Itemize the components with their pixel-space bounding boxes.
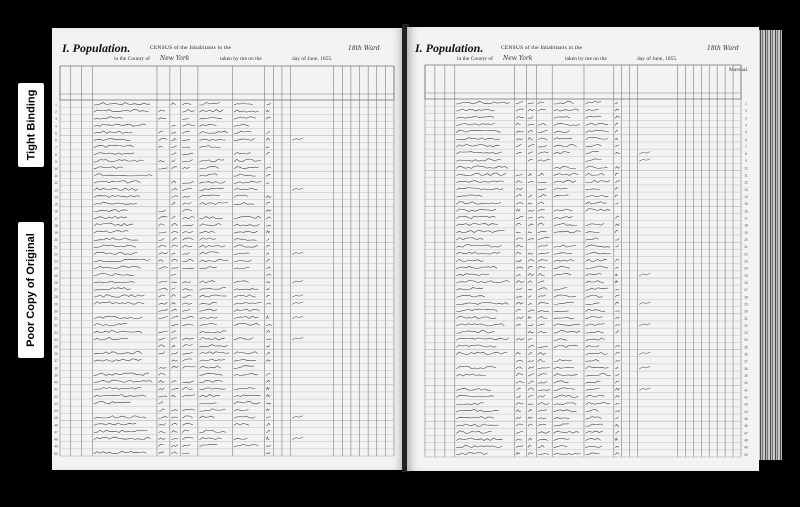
left-date-suffix: day of June, 1855.: [292, 56, 333, 62]
row-number: 16: [744, 209, 748, 214]
row-number: 1: [55, 102, 57, 107]
left-county-value: New York: [160, 55, 190, 62]
row-number: 22: [54, 252, 58, 257]
row-number: 43: [744, 402, 748, 407]
row-number: 2: [55, 110, 57, 115]
row-number: 20: [744, 238, 748, 242]
row-number: 37: [54, 359, 58, 364]
row-number: 39: [54, 373, 58, 378]
row-number: 46: [54, 423, 58, 428]
right-marshal-label: Marshal.: [729, 67, 749, 73]
row-number: 28: [744, 295, 748, 300]
row-number: 35: [54, 345, 58, 349]
row-number: 3: [745, 116, 747, 121]
row-number: 41: [54, 387, 58, 392]
row-number: 7: [55, 145, 57, 150]
row-number: 27: [744, 288, 748, 293]
left-page: [52, 28, 404, 470]
row-number: 30: [54, 309, 58, 314]
row-number: 20: [54, 238, 58, 243]
row-number: 1: [745, 101, 747, 106]
row-number: 4: [745, 123, 747, 128]
row-number: 49: [744, 445, 748, 450]
row-number: 43: [54, 401, 58, 406]
row-number: 13: [744, 187, 748, 192]
left-date-label: taken by me on the: [220, 56, 262, 62]
row-number: 6: [745, 137, 747, 142]
tight-binding-tab: [18, 83, 44, 167]
row-number: 42: [744, 395, 748, 400]
row-number: 36: [54, 352, 58, 357]
poor-copy-label: Poor Copy of Original: [25, 233, 38, 347]
row-number: 2: [745, 109, 747, 114]
row-number: 31: [744, 316, 748, 321]
row-number: 31: [54, 316, 58, 321]
row-number: 13: [54, 188, 58, 193]
left-census-grid: [52, 28, 404, 470]
row-number: 32: [744, 323, 748, 328]
row-number: 26: [744, 280, 748, 285]
row-number: 4: [55, 124, 57, 129]
row-number: 23: [54, 259, 58, 264]
row-number: 44: [54, 409, 58, 414]
right-county-label: in the County of: [457, 56, 493, 62]
row-number: 5: [745, 130, 747, 135]
row-number: 7: [745, 144, 747, 149]
left-page-title: I. Population.: [62, 41, 131, 55]
row-number: 34: [744, 338, 748, 343]
row-number: 39: [744, 374, 748, 379]
row-number: 33: [54, 330, 58, 335]
row-number: 40: [744, 381, 748, 386]
row-number: 12: [744, 180, 748, 185]
book-edge: [756, 30, 782, 460]
row-number: 42: [54, 394, 58, 399]
row-number: 49: [54, 444, 58, 449]
row-number: 30: [744, 309, 748, 314]
row-number: 19: [744, 230, 748, 235]
row-number: 21: [54, 245, 58, 250]
tight-binding-label: Tight Binding: [25, 89, 38, 161]
row-number: 27: [54, 288, 58, 293]
row-number: 36: [744, 352, 748, 357]
row-number: 48: [54, 437, 58, 442]
row-number: 45: [744, 417, 748, 421]
row-number: 16: [54, 209, 58, 214]
left-census-line: CENSUS of the Inhabitants in the: [150, 45, 232, 51]
row-number: 11: [54, 174, 58, 179]
row-number: 17: [744, 216, 748, 221]
row-number: 47: [54, 430, 58, 435]
poor-copy-tab: [18, 222, 44, 358]
row-number: 25: [744, 273, 748, 278]
row-number: 37: [744, 359, 748, 364]
row-number: 24: [744, 266, 748, 271]
row-number: 10: [54, 167, 58, 171]
row-number: 15: [744, 202, 748, 207]
row-number: 45: [54, 416, 58, 421]
row-number: 50: [54, 451, 58, 456]
row-number: 14: [54, 195, 58, 200]
row-number: 18: [54, 223, 58, 228]
row-number: 9: [745, 159, 747, 164]
row-number: 23: [744, 259, 748, 264]
row-number: 35: [744, 345, 748, 350]
row-number: 8: [55, 152, 57, 157]
right-ward: 18th Ward: [707, 45, 739, 52]
row-number: 21: [744, 245, 748, 250]
row-number: 3: [55, 117, 57, 122]
right-census-line: CENSUS of the Inhabitants in the: [501, 45, 583, 51]
right-date-label: taken by me on the: [565, 56, 607, 62]
row-number: 17: [54, 216, 58, 221]
row-number: 9: [55, 159, 57, 164]
row-number: 38: [54, 366, 58, 371]
row-number: 44: [744, 409, 748, 414]
row-number: 8: [745, 152, 747, 157]
row-number: 26: [54, 280, 58, 285]
right-county-value: New York: [503, 55, 533, 62]
left-ward: 18th Ward: [348, 45, 380, 52]
row-number: 19: [54, 231, 58, 236]
row-number: 47: [744, 431, 748, 436]
row-number: 48: [744, 438, 748, 443]
row-number: 10: [744, 166, 748, 171]
row-number: 41: [744, 388, 748, 393]
right-page-title: I. Population.: [415, 41, 484, 55]
row-number: 6: [55, 138, 57, 143]
right-census-grid: [407, 27, 759, 471]
row-number: 14: [744, 195, 748, 200]
row-number: 29: [744, 302, 748, 307]
row-number: 25: [54, 273, 58, 278]
row-number: 22: [744, 252, 748, 257]
row-number: 29: [54, 302, 58, 307]
row-number: 50: [744, 452, 748, 457]
row-number: 40: [54, 380, 58, 385]
row-number: 28: [54, 295, 58, 300]
row-number: 12: [54, 181, 58, 186]
row-number: 34: [54, 337, 58, 342]
row-number: 46: [744, 424, 748, 429]
row-number: 11: [744, 173, 748, 178]
left-county-label: in the County of: [114, 56, 150, 62]
right-page: [407, 27, 759, 471]
row-number: 15: [54, 202, 58, 207]
right-date-suffix: day of June, 1855.: [637, 56, 678, 62]
row-number: 38: [744, 366, 748, 371]
row-number: 24: [54, 266, 58, 271]
row-number: 32: [54, 323, 58, 328]
row-number: 18: [744, 223, 748, 228]
row-number: 33: [744, 331, 748, 336]
row-number: 5: [55, 131, 57, 136]
